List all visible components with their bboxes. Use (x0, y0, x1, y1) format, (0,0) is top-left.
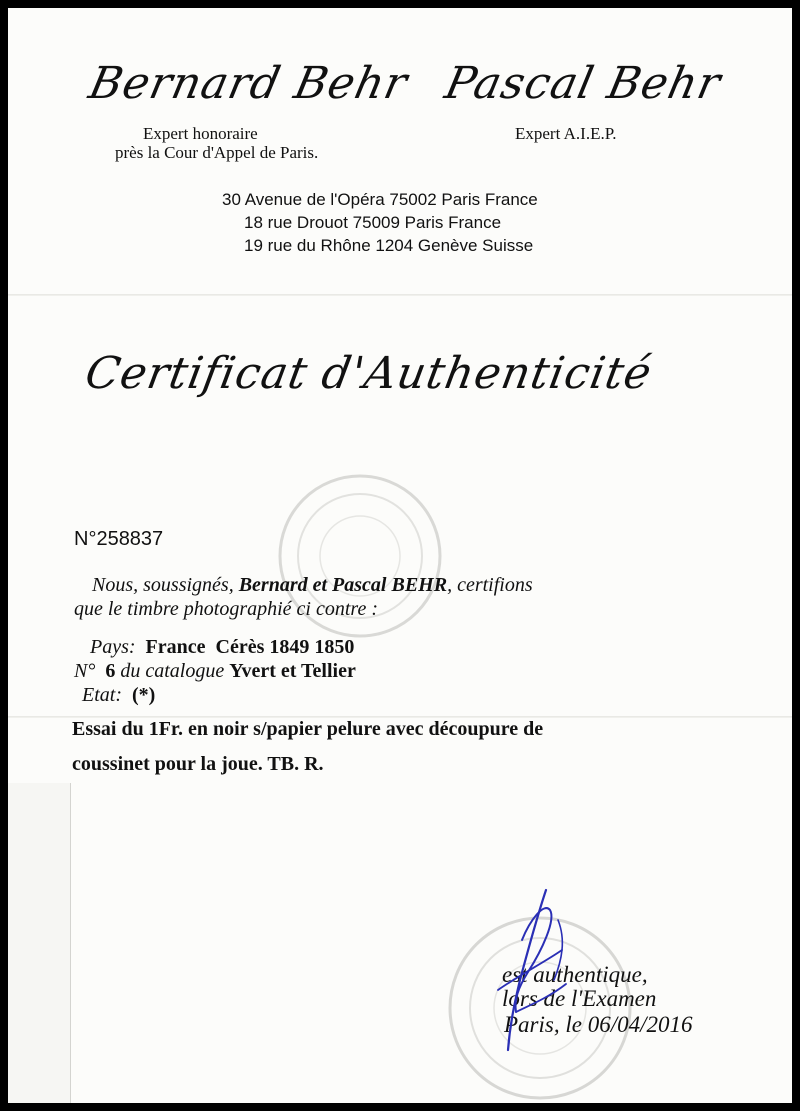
validity-line-1: est authentique, (502, 962, 648, 987)
condition-field (82, 684, 155, 707)
handwritten-signature (458, 880, 578, 1060)
intro-line-1 (92, 574, 533, 597)
certificate-heading: Certificat d'Authenticité (81, 348, 656, 399)
catalogue-number: 6 (105, 660, 116, 682)
description-line-1: Essai du 1Fr. en noir s/papier pelure avec découpure de (72, 718, 544, 740)
intro-line-2: que le timbre photographié ci contre : (74, 598, 379, 620)
intro-suffix: , certifions (447, 574, 533, 596)
certificate-number: N°258837 (74, 528, 164, 550)
validity-date-line: Paris, le 06/04/2016 (504, 1012, 693, 1037)
country-value: France Cérès 1849 1850 (145, 636, 355, 658)
catalogue-field (74, 660, 356, 683)
left-expert-title-1: Expert honoraire (143, 124, 258, 143)
address-geneve: 19 rue du Rhône 1204 Genève Suisse (244, 236, 534, 255)
condition-value: (*) (132, 684, 156, 706)
address-paris-opera: 30 Avenue de l'Opéra 75002 Paris France (222, 190, 538, 209)
expert-name-bernard: Bernard Behr (84, 58, 413, 109)
description-line-2: coussinet pour la joue. TB. R. (72, 753, 324, 775)
country-label: Pays: (90, 636, 136, 658)
address-paris-drouot: 18 rue Drouot 75009 Paris France (244, 213, 502, 232)
paper-edge-strip (8, 783, 71, 1103)
country-field (90, 636, 354, 659)
intro-expert-names: Bernard et Pascal BEHR (238, 574, 448, 596)
catalogue-middle: du catalogue (120, 660, 225, 682)
validity-line-2: lors de l'Examen (502, 986, 657, 1011)
intro-prefix: Nous, soussignés, (92, 574, 234, 596)
condition-label: Etat: (82, 684, 122, 706)
catalogue-prefix: N° (74, 660, 96, 682)
left-expert-title-2: près la Cour d'Appel de Paris. (115, 143, 319, 162)
expert-name-pascal: Pascal Behr (440, 58, 726, 109)
certificate-sheet (8, 8, 792, 1103)
right-expert-title: Expert A.I.E.P. (515, 124, 617, 143)
paper-fold-upper (8, 294, 792, 296)
catalogue-name: Yvert et Tellier (229, 660, 356, 682)
